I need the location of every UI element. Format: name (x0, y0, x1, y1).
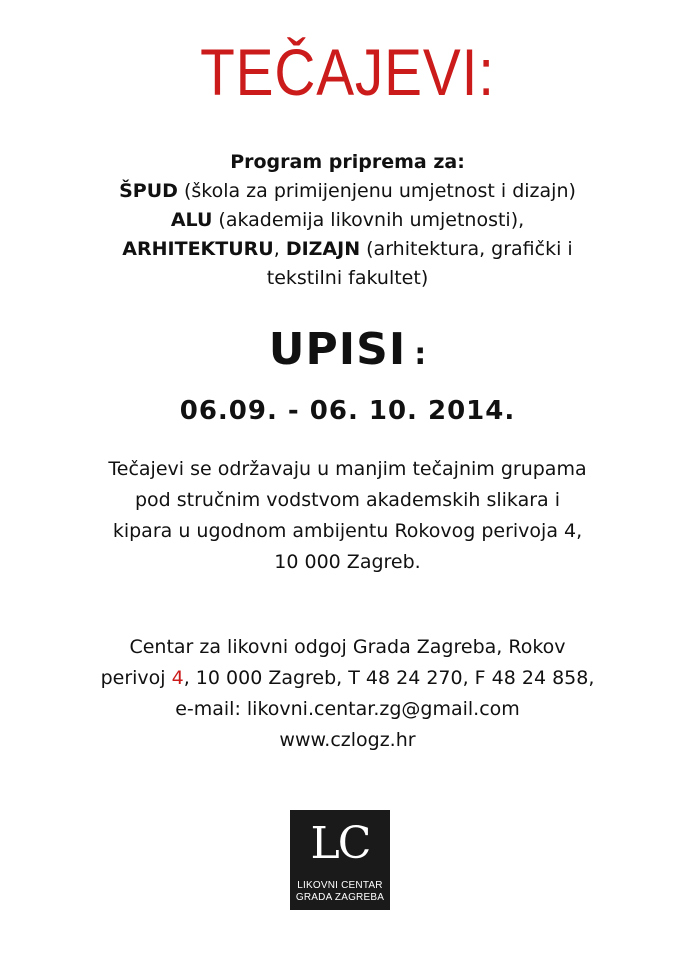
description-line: kipara u ugodnom ambijentu Rokovog perivoja 4, (112, 520, 583, 542)
contact-website[interactable]: www.czlogz.hr (279, 729, 416, 751)
enrollment-heading (0, 322, 695, 387)
contact-info (0, 632, 695, 756)
description (0, 454, 695, 578)
program-line-spud: ŠPUD (škola za primijenjenu umjetnost i dizajn) (119, 180, 576, 202)
logo-line2: GRADA ZAGREBA (295, 892, 385, 903)
lc-logo (290, 810, 390, 910)
logo-monogram: LC (310, 818, 370, 869)
enrollment-word: UPISI (268, 324, 407, 375)
contact-email[interactable]: e-mail: likovni.centar.zg@gmail.com (175, 698, 520, 720)
address-number: 4 (171, 667, 184, 689)
program-section (0, 148, 695, 293)
program-line-dizajn-bold: DIZAJN (285, 238, 361, 260)
description-line: pod stručnim vodstvom akademskih slikara i (134, 489, 560, 511)
program-line-arhitektura-bold: ARHITEKTURU (122, 238, 274, 260)
page-title: TEČAJEVI: (200, 35, 495, 109)
program-line-arhitektura: ARHITEKTURU, DIZAJN (arhitektura, grafički i (122, 238, 573, 260)
enrollment-dates: 06.09. - 06. 10. 2014. (179, 396, 516, 426)
program-line-spud-bold: ŠPUD (119, 180, 178, 202)
description-line: 10 000 Zagreb. (274, 551, 421, 573)
program-line-alu: ALU (akademija likovnih umjetnosti), (170, 209, 525, 231)
contact-phone-line: perivoj 4, 10 000 Zagreb, T 48 24 270, F 48 24 858, (100, 667, 595, 689)
enrollment-colon: : (414, 337, 427, 372)
contact-address-line: Centar za likovni odgoj Grada Zagreba, Rokov (129, 636, 566, 658)
program-heading: Program priprema za: (230, 151, 465, 173)
description-line: Tečajevi se održavaju u manjim tečajnim grupama (108, 458, 587, 480)
program-line-alu-bold: ALU (170, 209, 213, 231)
program-line-tekstilni: tekstilni fakultet) (266, 267, 429, 289)
logo-line1: LIKOVNI CENTAR (297, 880, 383, 891)
